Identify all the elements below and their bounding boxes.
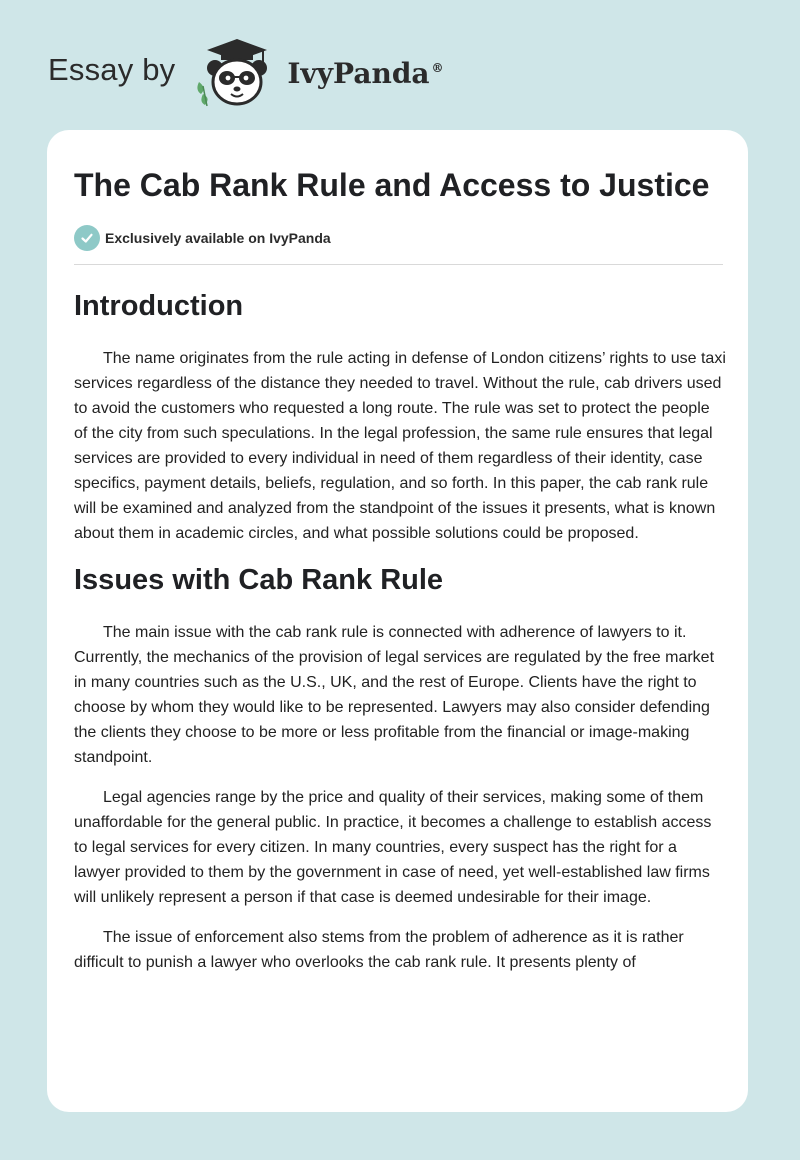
brand-prefix: Essay by	[48, 52, 176, 87]
paragraph: The issue of enforcement also stems from the problem of adherence as it is rather difficult to punish a lawyer who overlooks the cab rank rule. It presents plenty of	[74, 929, 684, 971]
article-title: The Cab Rank Rule and Access to Justice	[74, 167, 710, 203]
section-body	[74, 346, 726, 546]
brand-name: IvyPanda ®	[287, 56, 444, 90]
paragraph: The name originates from the rule acting in defense of London citizens’ rights to use taxi services regardless of the distance they needed to travel. Without the rule, cab drivers used to avoid the customers who requested a long route. The rule was set to protect the people of the city from such speculations. In the legal profession, the same rule ensures that legal services are provided to every individual in need of them regardless of their identity, case specifics, payment details, beliefs, regulation, and so forth. In this paper, the cab rank rule will be examined and analyzed from the standpoint of the issues it presents, what is known about them in academic circles, and what possible solutions could be proposed.	[74, 350, 726, 542]
article-card	[47, 130, 748, 1112]
section-heading: Issues with Cab Rank Rule	[74, 564, 444, 596]
section-issues	[74, 563, 726, 975]
site-brand[interactable]	[48, 36, 444, 108]
exclusive-badge	[74, 224, 726, 252]
registered-mark: ®	[431, 61, 444, 76]
exclusive-badge-text: Exclusively available on IvyPanda	[105, 230, 331, 246]
paragraph: The main issue with the cab rank rule is connected with adherence of lawyers to it. Currently, the mechanics of the provision of legal services are regulated by the free market in many countries such as the U.S., UK, and the rest of Europe. Clients have the right to choose by whom they would like to be represented. Lawyers may also consider defending the clients they choose to be more or less profitable from the financial or image-making standpoint.	[74, 624, 715, 766]
section-introduction	[74, 289, 726, 546]
section-heading: Introduction	[74, 290, 244, 322]
paragraph: Legal agencies range by the price and quality of their services, making some of them unaffordable for the general public. In practice, it becomes a challenge to establish access to legal services for every citizen. In many countries, every suspect has the right for a lawyer provided to them by the government in case of need, yet well-established law firms will unlikely represent a person if that case is deemed undesirable for their image.	[74, 789, 712, 906]
check-circle-icon	[74, 225, 100, 251]
section-body	[74, 620, 726, 975]
panda-graduate-icon	[193, 36, 281, 108]
title-divider	[74, 264, 723, 265]
article-content	[74, 164, 726, 990]
